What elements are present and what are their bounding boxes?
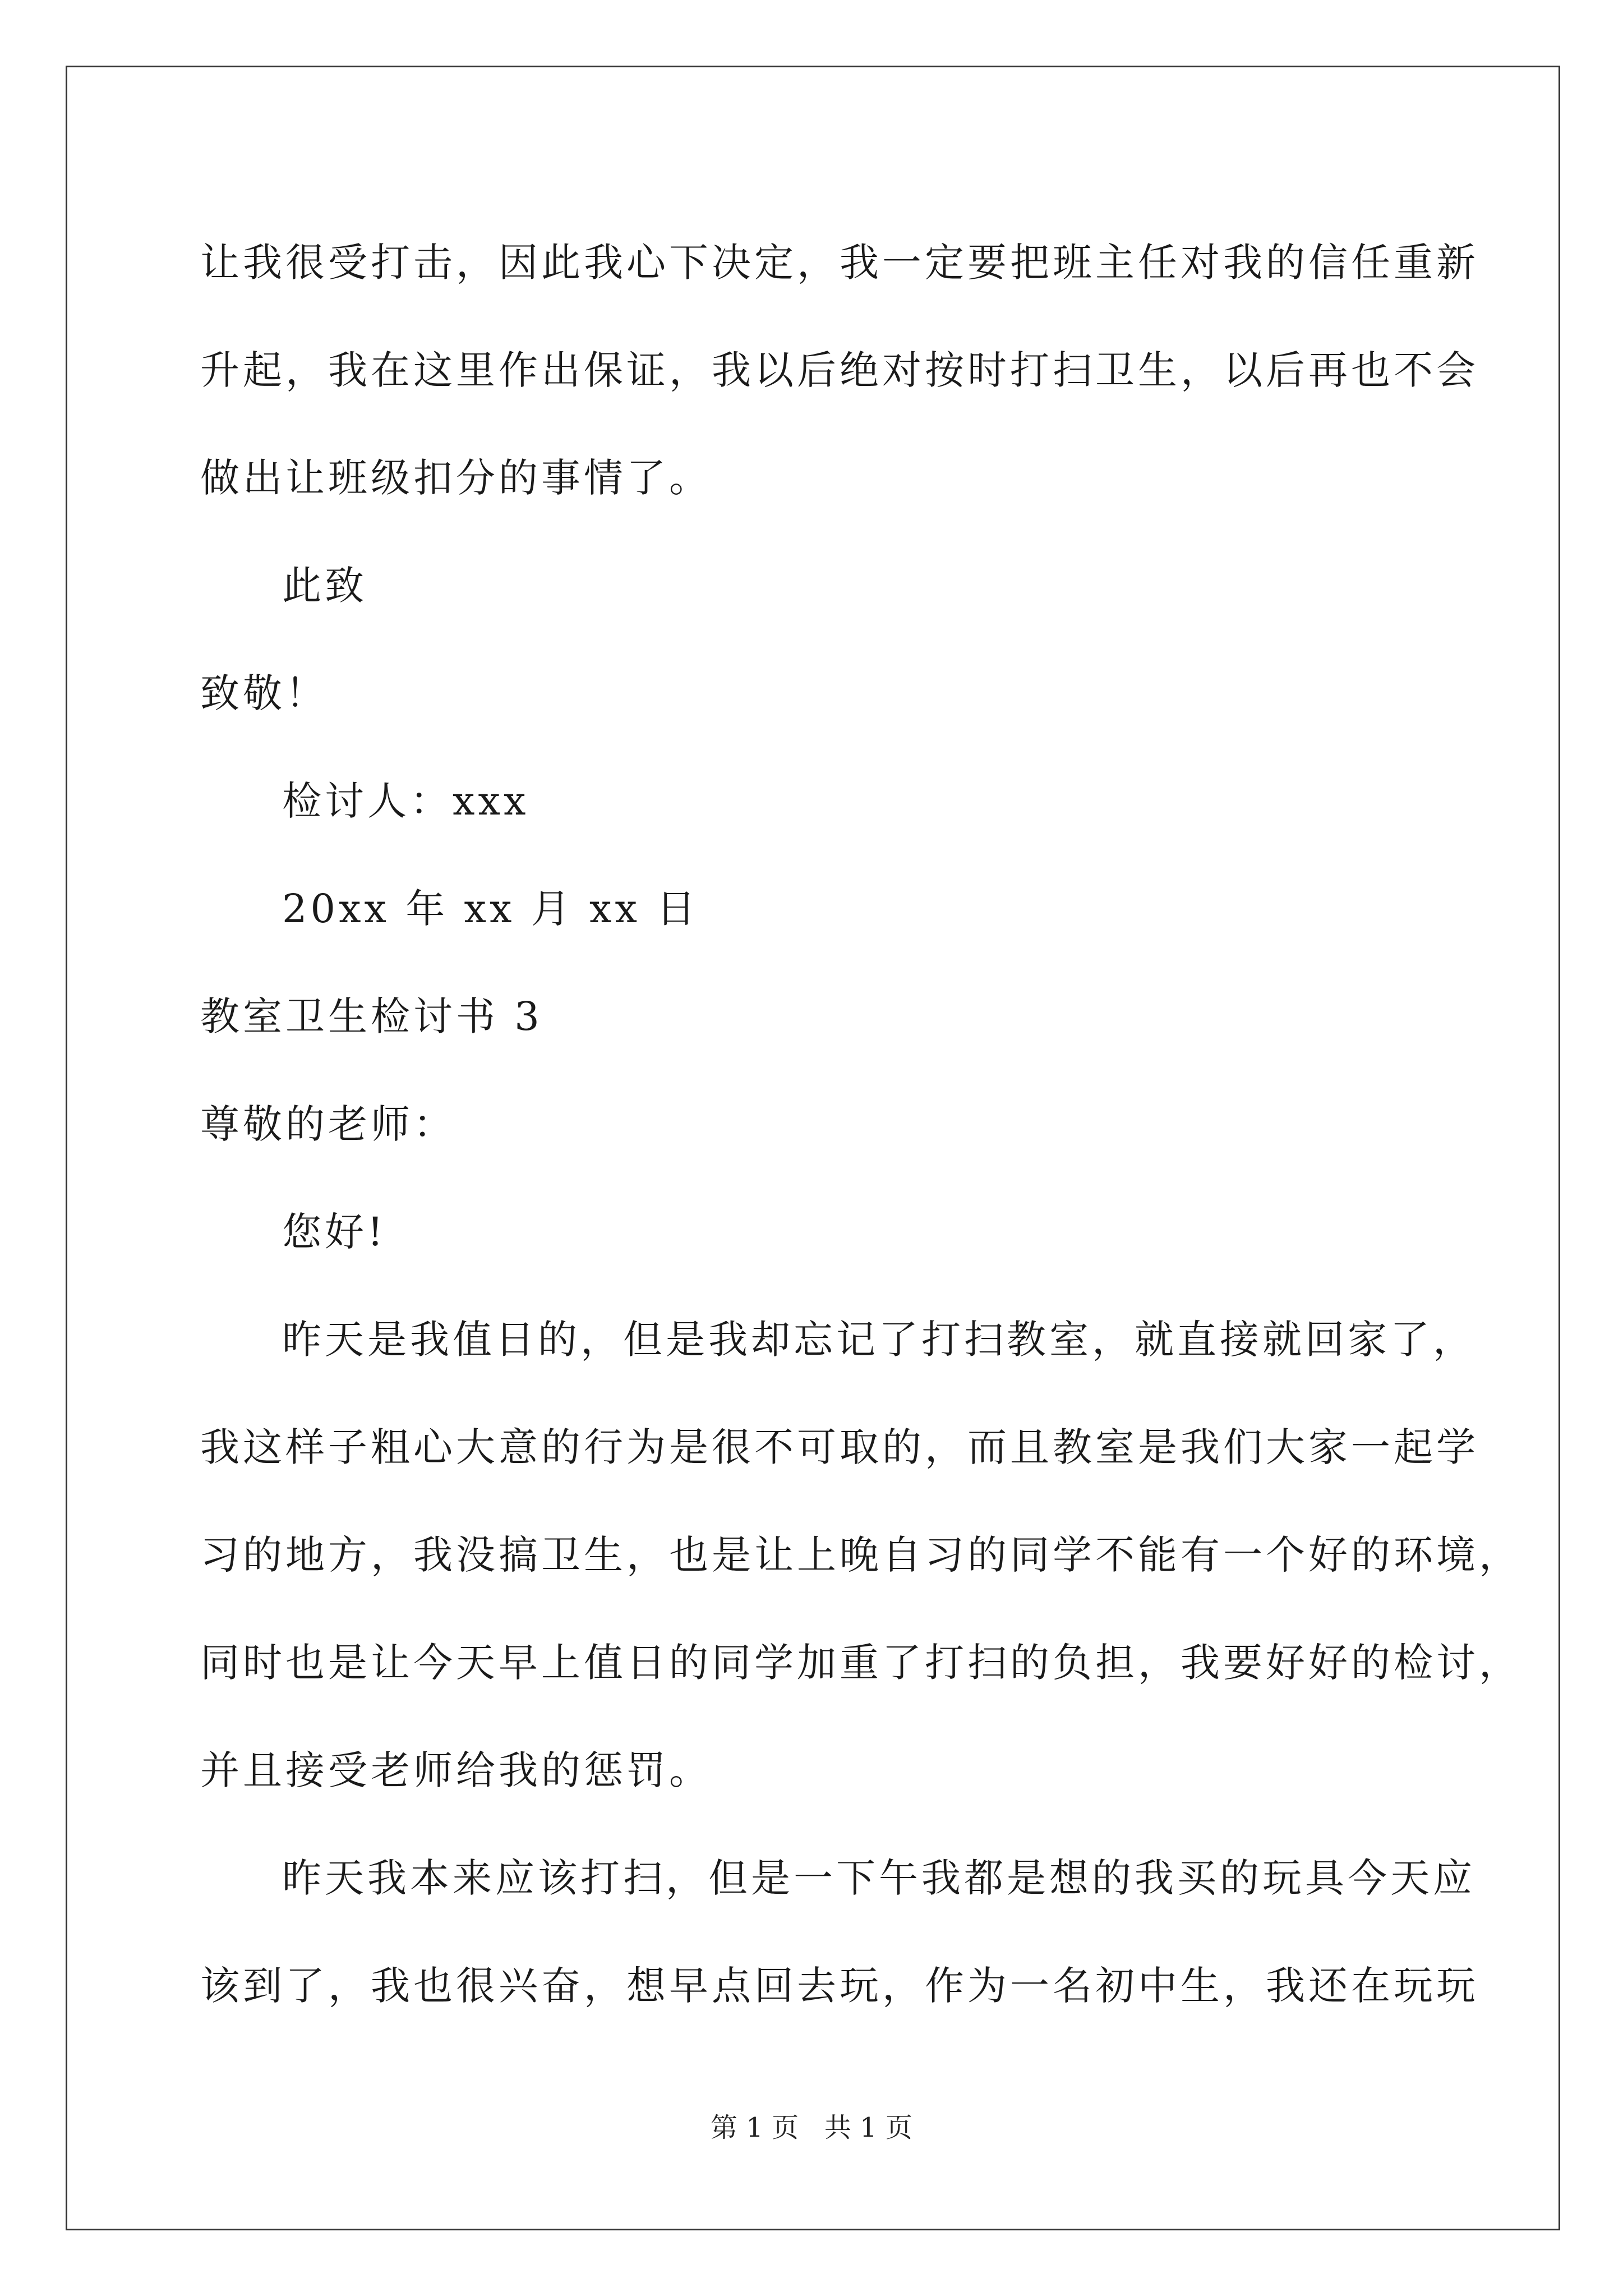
text-line: 做出让班级扣分的事情了。 bbox=[200, 455, 712, 501]
text-line: 教室卫生检讨书 3 bbox=[200, 993, 543, 1039]
text-line: 致敬！ bbox=[200, 670, 328, 716]
text-line: 该到了，我也很兴奋，想早点回去玩，作为一名初中生，我还在玩玩 bbox=[200, 1963, 1479, 2009]
text-line: 尊敬的老师： bbox=[200, 1101, 456, 1147]
text-line: 您好! bbox=[282, 1209, 387, 1255]
text-line: 习的地方，我没搞卫生，也是让上晚自习的同学不能有一个好的环境， bbox=[200, 1532, 1521, 1578]
text-line: 我这样子粗心大意的行为是很不可取的，而且教室是我们大家一起学 bbox=[200, 1424, 1479, 1470]
text-line: 昨天是我值日的，但是我却忘记了打扫教室，就直接就回家了， bbox=[282, 1317, 1476, 1363]
text-line: 同时也是让今天早上值日的同学加重了打扫的负担，我要好好的检讨， bbox=[200, 1640, 1521, 1686]
document-body bbox=[200, 209, 1521, 2040]
page-number: 第 1 页 bbox=[711, 2112, 799, 2143]
page-total: 共 1 页 bbox=[824, 2112, 912, 2143]
text-line: 20xx 年 xx 月 xx 日 bbox=[282, 886, 699, 932]
text-line: 升起，我在这里作出保证，我以后绝对按时打扫卫生，以后再也不会 bbox=[200, 347, 1479, 393]
text-line: 此致 bbox=[282, 563, 367, 609]
text-line: 昨天我本来应该打扫，但是一下午我都是想的我买的玩具今天应 bbox=[282, 1855, 1476, 1901]
text-line: 让我很受打击，因此我心下决定，我一定要把班主任对我的信任重新 bbox=[200, 240, 1479, 286]
page-footer bbox=[0, 2111, 1623, 2145]
text-line: 并且接受老师给我的惩罚。 bbox=[200, 1747, 712, 1793]
text-line: 检讨人：xxx bbox=[282, 778, 529, 824]
footer-spacer bbox=[799, 2112, 824, 2143]
